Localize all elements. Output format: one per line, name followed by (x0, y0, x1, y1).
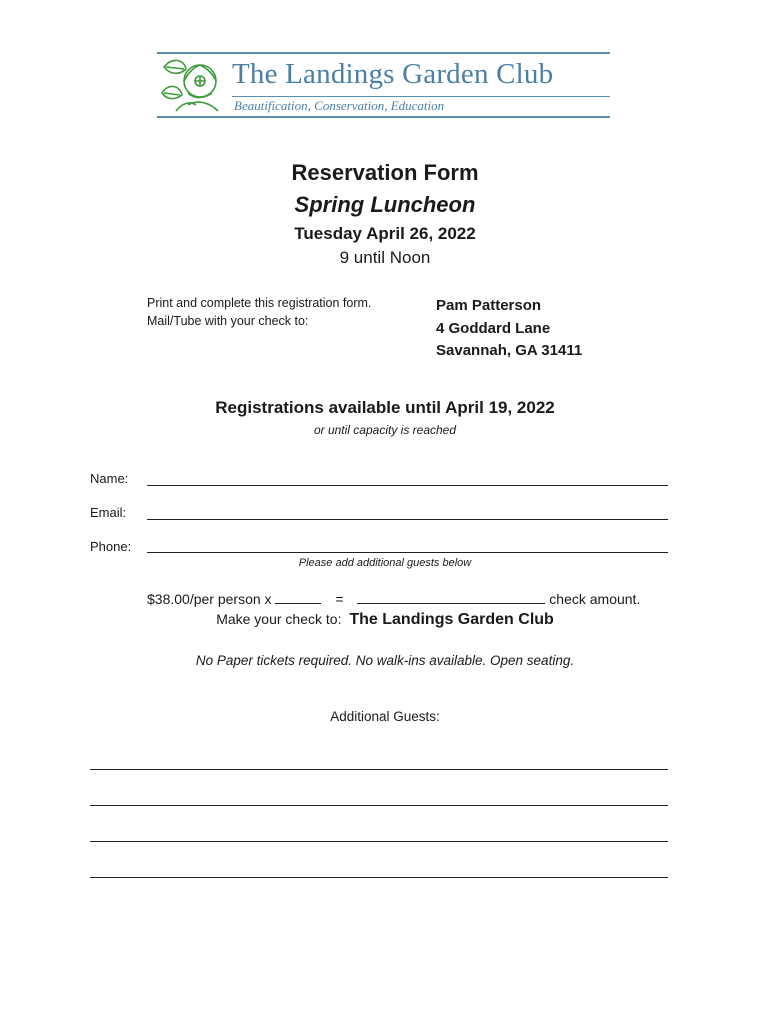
mail-to-name: Pam Patterson (436, 297, 542, 314)
mail-to-street: 4 Goddard Lane (436, 320, 551, 337)
instructions-line-1: Print and complete this registration form. (147, 296, 372, 310)
name-label: Name: (90, 471, 129, 486)
guest-line-2[interactable] (90, 805, 668, 806)
price-per-person: $38.00/per person x (147, 591, 272, 607)
header-rule-middle (232, 96, 610, 97)
guest-line-1[interactable] (90, 769, 668, 770)
header-rule-bottom (157, 116, 610, 118)
check-amount-field[interactable] (357, 589, 545, 604)
email-label: Email: (90, 505, 127, 520)
event-date: Tuesday April 26, 2022 (294, 224, 476, 243)
club-name: The Landings Garden Club (232, 58, 554, 90)
guests-note: Please add additional guests below (298, 557, 472, 569)
email-field[interactable] (147, 519, 668, 520)
pricing-row (147, 589, 640, 607)
club-tagline: Beautification, Conservation, Education (234, 98, 445, 113)
person-count-field[interactable] (275, 589, 321, 604)
check-amount-label: check amount. (549, 591, 641, 607)
registration-note: or until capacity is reached (313, 423, 457, 437)
event-time: 9 until Noon (339, 248, 431, 267)
name-field[interactable] (147, 485, 668, 486)
registration-deadline: Registrations available until April 19, 2022 (215, 398, 555, 417)
additional-guests-label: Additional Guests: (330, 709, 440, 724)
equals-sign: = (335, 591, 344, 607)
phone-label: Phone: (90, 539, 132, 554)
guest-line-4[interactable] (90, 877, 668, 878)
phone-field[interactable] (147, 552, 668, 553)
form-title: Reservation Form (291, 160, 479, 185)
guest-line-3[interactable] (90, 841, 668, 842)
payee-name: The Landings Garden Club (349, 611, 554, 628)
seating-notice: No Paper tickets required. No walk-ins available. Open seating. (195, 653, 575, 668)
payable-label: Make your check to: (216, 611, 342, 627)
event-name: Spring Luncheon (294, 192, 476, 217)
payable-row (0, 611, 770, 629)
flower-icon (158, 53, 232, 115)
instructions-line-2: Mail/Tube with your check to: (147, 314, 309, 328)
mail-to-city: Savannah, GA 31411 (436, 342, 583, 359)
